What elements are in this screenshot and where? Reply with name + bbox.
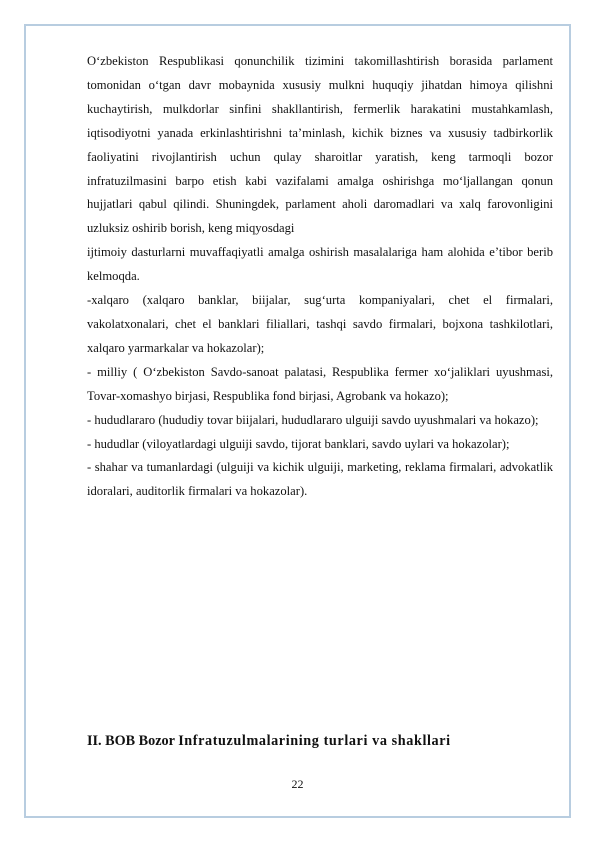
paragraph: O‘zbekiston Respublikasi qonunchilik tizimini takomillashtirish borasida parlament tomonidan o‘tgan davr mobaynida xususiy mulkni huquqiy jihatdan himoya qilishni kuchaytirish, mulkdorlar sinfini shakllantirish, fermerlik harakatini mustahkamlash, iqtisodiyotni yanada erkinlashtirishni ta’minlash, kichik biznes va xususiy tadbirkorlik faoliyatini rivojlantirish uchun qulay sharoitlar yaratish, keng tarmoqli bozor infratuzilmasini barpo etish kabi vazifalami amalga oshirishga mo‘ljallangan qonun hujjatlari qabul qilindi. Shuningdek, parlament aholi daromadlari va xalq farovonligini uzluksiz oshirib borish, keng miqyosdagi xyxy=(87,54,553,236)
list-item: - milliy ( O‘zbekiston Savdo-sanoat palatasi, Respublika fermer xo‘jaliklari uyushmasi, Tovar-xomashyo birjasi, Respublika fond birjasi, Agrobank va hokazo); xyxy=(87,364,553,403)
page-number: 22 xyxy=(291,777,304,791)
list-item: - hududlar (viloyatlardagi ulguiji savdo, tijorat banklari, savdo uylari va hokazolar); xyxy=(87,436,510,451)
chapter-heading-prefix: II. BOB Bozor xyxy=(87,733,179,749)
list-item: - hududlararo (hududiy tovar biijalari, hududlararo ulguiji savdo uyushmalari va hokazo); xyxy=(87,412,539,427)
list-item: -xalqaro (xalqaro banklar, biijalar, sug‘urta kompaniyalari, chet el firmalari, vakolatxonalari, chet el banklari filiallari, tashqi savdo firmalari, bojxona tashkilotlari, xalqaro yarmarkalar va hokazolar); xyxy=(87,293,553,355)
document-body xyxy=(87,50,553,504)
paragraph: ijtimoiy dasturlarni muvaffaqiyatli amalga oshirish masalalariga ham alohida e’tibor berib kelmoqda. xyxy=(87,245,553,284)
chapter-heading xyxy=(87,733,553,750)
chapter-heading-title: Infratuzulmalarining turlari va shakllari xyxy=(178,733,451,749)
list-item: - shahar va tumanlardagi (ulguiji va kichik ulguiji, marketing, reklama firmalari, advokatlik idoralari, auditorlik firmalari va hokazolar). xyxy=(87,460,553,499)
